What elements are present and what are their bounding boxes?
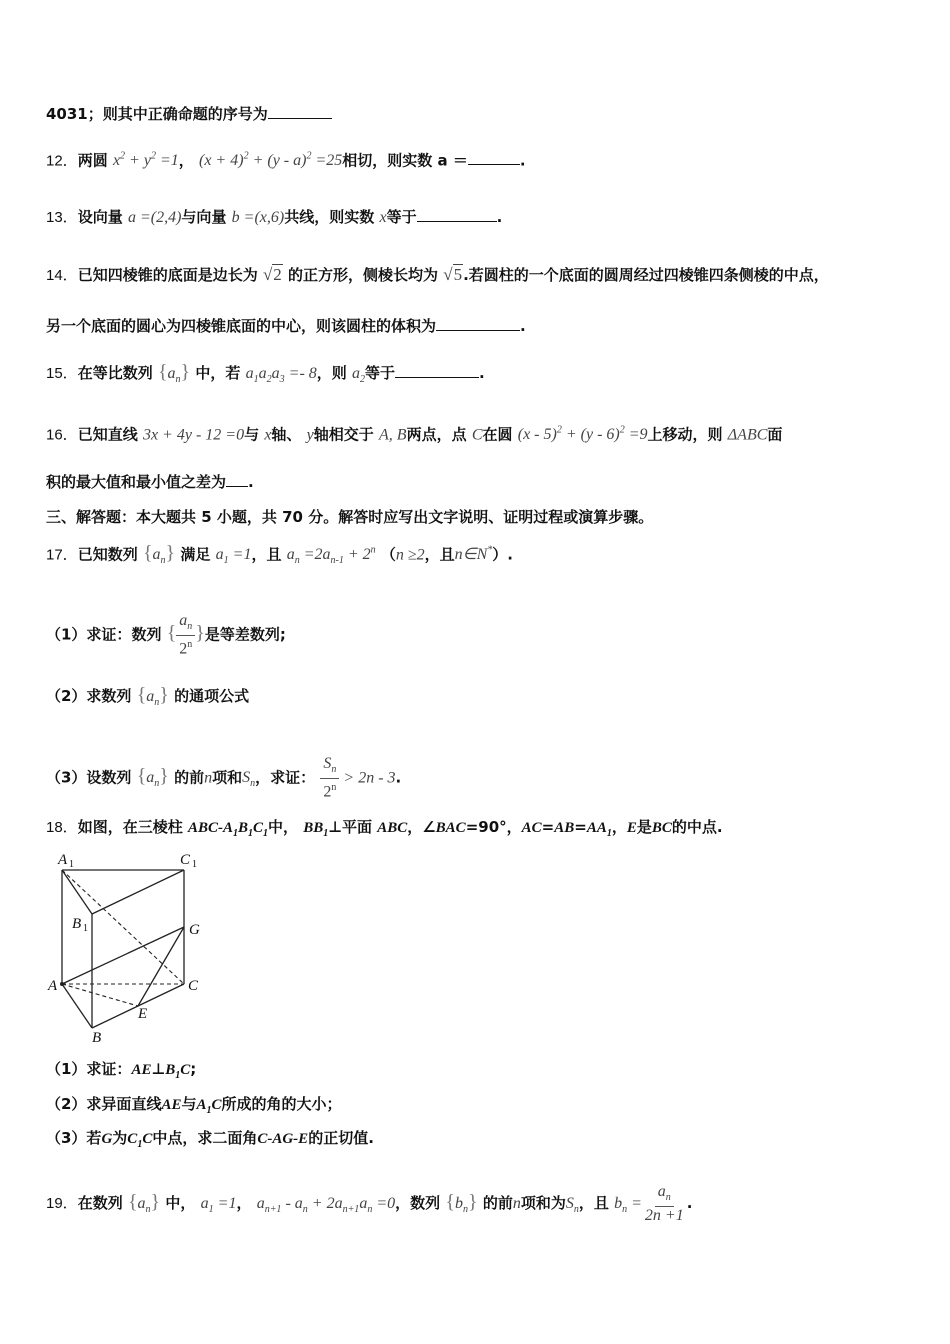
q16-text-line2: 积的最大值和最小值之差为 [46,473,227,491]
q17-text-a: 已知数列 [77,545,138,564]
q18-p3-text: （3）若 [46,1129,102,1147]
q18-p2-text: （2）求异面直线 [46,1095,162,1113]
q16-text-h: 面 [767,425,783,444]
bn-fraction: $\frac{a_n}{2n +1}$ [644,1183,684,1225]
q14-text-c: .若圆柱的一个底面的圆周经过四棱锥四条侧棱的中点， [463,266,829,284]
q17-p2-text-b: 的通项公式 [174,687,250,705]
q17-part-1 [46,612,286,658]
semicolon: ; [190,1060,197,1078]
answer-blank [226,470,248,487]
edge-a1b1 [62,870,92,914]
triangle-abc: ΔABC [727,426,768,444]
q18-p2-and: 与 [181,1095,197,1113]
label-g: G [189,922,200,938]
seg-bc: BC [651,820,672,836]
bn-def: $b_n$ = [614,1195,642,1216]
sequence-bn: $\{b_n\}$ [445,1191,478,1216]
q18-part-1 [46,1058,196,1087]
recurrence: $a_n =2a_{n-1} + 2^n$ [286,545,376,567]
q14-text-b: 的正方形，侧棱长均为 [288,266,439,284]
question-17 [46,540,513,573]
q18-p3-text-c: 中点，求二面角 [152,1129,258,1147]
question-number: 15． [46,365,78,382]
label-a1-sub: 1 [69,859,74,870]
dihedral-angle: C-AG-E [257,1131,309,1147]
q16-text-b: 与 [244,425,260,444]
question-14-line2 [46,314,526,337]
q18-part-2 [46,1093,342,1122]
q18-text-b: 中， [267,818,298,836]
point-g: G [101,1131,113,1147]
sequence-an-over-2n: { $\frac{a_n}{2^n}$ } [166,612,205,658]
q18-text-a: 如图，在三棱柱 [77,818,183,836]
q17-text-c: ，且 [251,545,282,564]
q12-text-c: 相切，则实数 a ＝ [342,151,468,170]
sequence-an: $\{a_n\}$ [127,1191,161,1216]
sum-sn: $S_n$ [242,769,256,790]
q19-text-g: ，且 [578,1194,609,1213]
q17-text-f: ）. [492,545,513,564]
question-12 [46,146,526,172]
question-15 [46,361,485,391]
q16-text-d: 轴相交于 [313,425,374,444]
prism-name: ABC-$A_1B_1C_1$ [187,820,268,839]
condition-n-natural: n∈N* [454,545,493,564]
answer-blank [268,102,332,119]
seg-a1c: $A_1C$ [196,1097,222,1116]
var-y: y [306,426,314,444]
q18-part-3 [46,1127,374,1156]
var-n: n [512,1195,521,1213]
line-q11-tail [46,102,332,125]
eq-sign: = [541,818,555,836]
answer-blank [468,148,520,165]
answer-blank [395,361,479,378]
sqrt-2: √2 [262,265,282,284]
label-a: A [48,978,58,994]
section-3-heading [46,506,653,528]
line-equation: 3x + 4y - 12 =0 [142,426,245,444]
q18-p3-is: 为 [112,1129,128,1147]
sequence-an: $\{a_n\}$ [136,765,169,790]
comma: ， [236,1194,252,1213]
edge-bb1: $BB_1$ [303,820,329,839]
seg-aa1: $AA_1$ [586,820,612,839]
recurrence: $a_{n+1} - a_n + 2a_{n+1}a_n =0$ [256,1195,396,1216]
q17-p1-text-b: 是等差数列; [204,625,286,644]
seg-ae-hidden [62,984,138,1006]
points-ab: A, B [379,426,407,444]
q16-end: . [248,473,254,491]
sequence-an: $\{a_n\}$ [157,361,191,386]
q15-text-c: ，则 [316,364,347,382]
q18-text-d: ，∠ [407,818,436,836]
question-16 [46,420,782,446]
sqrt-5: √5 [443,265,463,284]
q19-text-b: 中， [165,1194,196,1213]
question-19 [46,1183,692,1224]
edge-b1c1 [92,870,184,914]
q17-part-3 [46,755,401,801]
q13-text-d: 等于 [386,208,417,226]
q12-end: . [519,151,526,170]
question-18 [46,816,723,845]
product-equation: $a_1a_2a_3 =- 8$ [245,365,317,386]
var-n: n [204,769,213,787]
section-3-text: 三、解答题：本大题共 5 小题，共 70 分。解答时应写出文字说明、证明过程或演算步骤。 [46,508,654,526]
label-c: C [188,978,199,994]
q15-text-b: 中，若 [195,364,241,382]
comma: ， [611,818,627,836]
q18-p2-text-c: 所成的角的大小； [221,1095,342,1113]
q13-end: . [496,208,503,226]
q15-text-a: 在等比数列 [77,364,153,382]
answer-blank [436,314,520,331]
q12-comma: ， [178,151,194,170]
question-13 [46,205,502,229]
q17-p3-text-b: 的前 [174,768,205,787]
q17-p2-text-a: （2）求数列 [46,687,132,705]
seg-ab: AB [554,820,575,836]
circle-equation-1: $x^2 + y^2 =1$ [112,151,179,170]
sequence-an: $\{a_n\}$ [136,684,169,709]
circle-equation-2: $(x + 4)^2 + (y - a)^2 =25$ [199,151,343,170]
seg-ge [138,927,184,1006]
term-a2: $a_2$ [352,365,366,386]
q19-text-a: 在数列 [77,1194,123,1213]
seg-ae: AE [131,1062,152,1078]
q18-text-c: ⊥平面 [328,818,372,836]
sequence-an: $\{a_n\}$ [142,542,176,567]
q18-p3-text-d: 的正切值. [308,1129,374,1147]
q18-text-j: 的中点. [671,818,723,836]
var-x: x [379,209,387,226]
q14-end: . [520,317,526,335]
q16-text-f: 在圆 [482,425,513,444]
answer-blank [417,205,497,222]
q17-p1-text-a: （1）求证：数列 [46,625,162,644]
label-b1: B [72,916,82,932]
vector-b: b =(x,6) [231,209,285,226]
question-number: 12． [46,152,78,170]
label-e: E [138,1006,148,1022]
sn-over-2n: $\frac{S_n}{2^n}$ [320,755,339,801]
seg-ag [62,927,184,984]
question-14 [46,264,829,287]
circle-equation: (x - 5)$^2$ + (y - 6)$^2$ =9 [517,425,648,444]
var-x: x [264,426,272,444]
q16-text-c: 轴、 [271,425,302,444]
q14-text-line2: 另一个底面的圆心为四棱锥底面的中心，则该圆柱的体积为 [46,317,437,335]
perp-sign: ⊥ [151,1060,166,1078]
q19-text-f: 项和为 [520,1194,566,1213]
q15-end: . [479,364,485,382]
label-b1-sub: 1 [83,923,88,934]
plane-abc: ABC [377,820,408,836]
q19-text-e: 的前 [482,1194,513,1213]
q18-p1-text: （1）求证： [46,1060,132,1078]
question-number: 16． [46,426,78,444]
q14-text-a: 已知四棱锥的底面是边长为 [77,266,258,284]
q18-text-e: =90°， [465,818,522,836]
q13-text-b: 与向量 [181,208,227,226]
question-number: 17． [46,546,78,564]
q17-end: . [395,768,402,787]
eq-sign: = [574,818,587,836]
seg-c1c: $C_1C$ [127,1131,153,1150]
question-number: 18． [46,819,78,836]
seg-ac: AC [521,820,542,836]
question-number: 14． [46,267,78,284]
prism-figure [44,848,214,1048]
q12-text-a: 两圆 [77,151,108,170]
point-a-dot [60,982,64,986]
q17-text-b: 满足 [180,545,211,564]
q16-text-g: 上移动，则 [647,425,723,444]
q16-text-e: 两点，点 [406,425,467,444]
question-number: 13． [46,209,78,226]
q17-p3-text-a: （3）设数列 [46,768,132,787]
q17-part-2 [46,684,249,714]
q16-text-a: 已知直线 [77,425,138,444]
seg-b1c: $B_1C$ [165,1062,191,1081]
point-c: C [471,426,483,444]
initial-term: $a_1 =1$ [215,546,252,567]
label-c1: C [180,852,191,868]
inequality-rhs: > 2n - 3 [339,769,396,787]
question-16-line2 [46,470,254,493]
q13-text-a: 设向量 [77,208,123,226]
label-a1: A [58,852,68,868]
label-b: B [92,1030,102,1046]
q11-tail-text: 4031；则其中正确命题的序号为 [46,105,268,123]
point-e: E [626,820,637,836]
q17-text-e: ，且 [424,545,455,564]
q13-text-c: 共线，则实数 [284,208,375,226]
q17-p3-text-c: 项和 [212,768,243,787]
condition-n: n ≥2 [395,546,425,564]
question-number: 19． [46,1195,78,1213]
sum-sn: $S_n$ [565,1195,579,1216]
label-c1-sub: 1 [192,859,197,870]
q19-text-d: ，数列 [395,1194,441,1213]
edge-ab [62,984,92,1028]
initial-term: $a_1 =1$ [200,1195,237,1216]
q19-end: . [686,1194,693,1213]
q17-p3-text-d: ，求证： [255,768,316,787]
angle-bac: BAC [435,820,466,836]
q17-text-d: （ [380,545,396,564]
seg-ae: AE [161,1097,182,1113]
q18-text-i: 是 [636,818,652,836]
vector-a: a =(2,4) [127,209,182,226]
q15-text-d: 等于 [365,364,396,382]
